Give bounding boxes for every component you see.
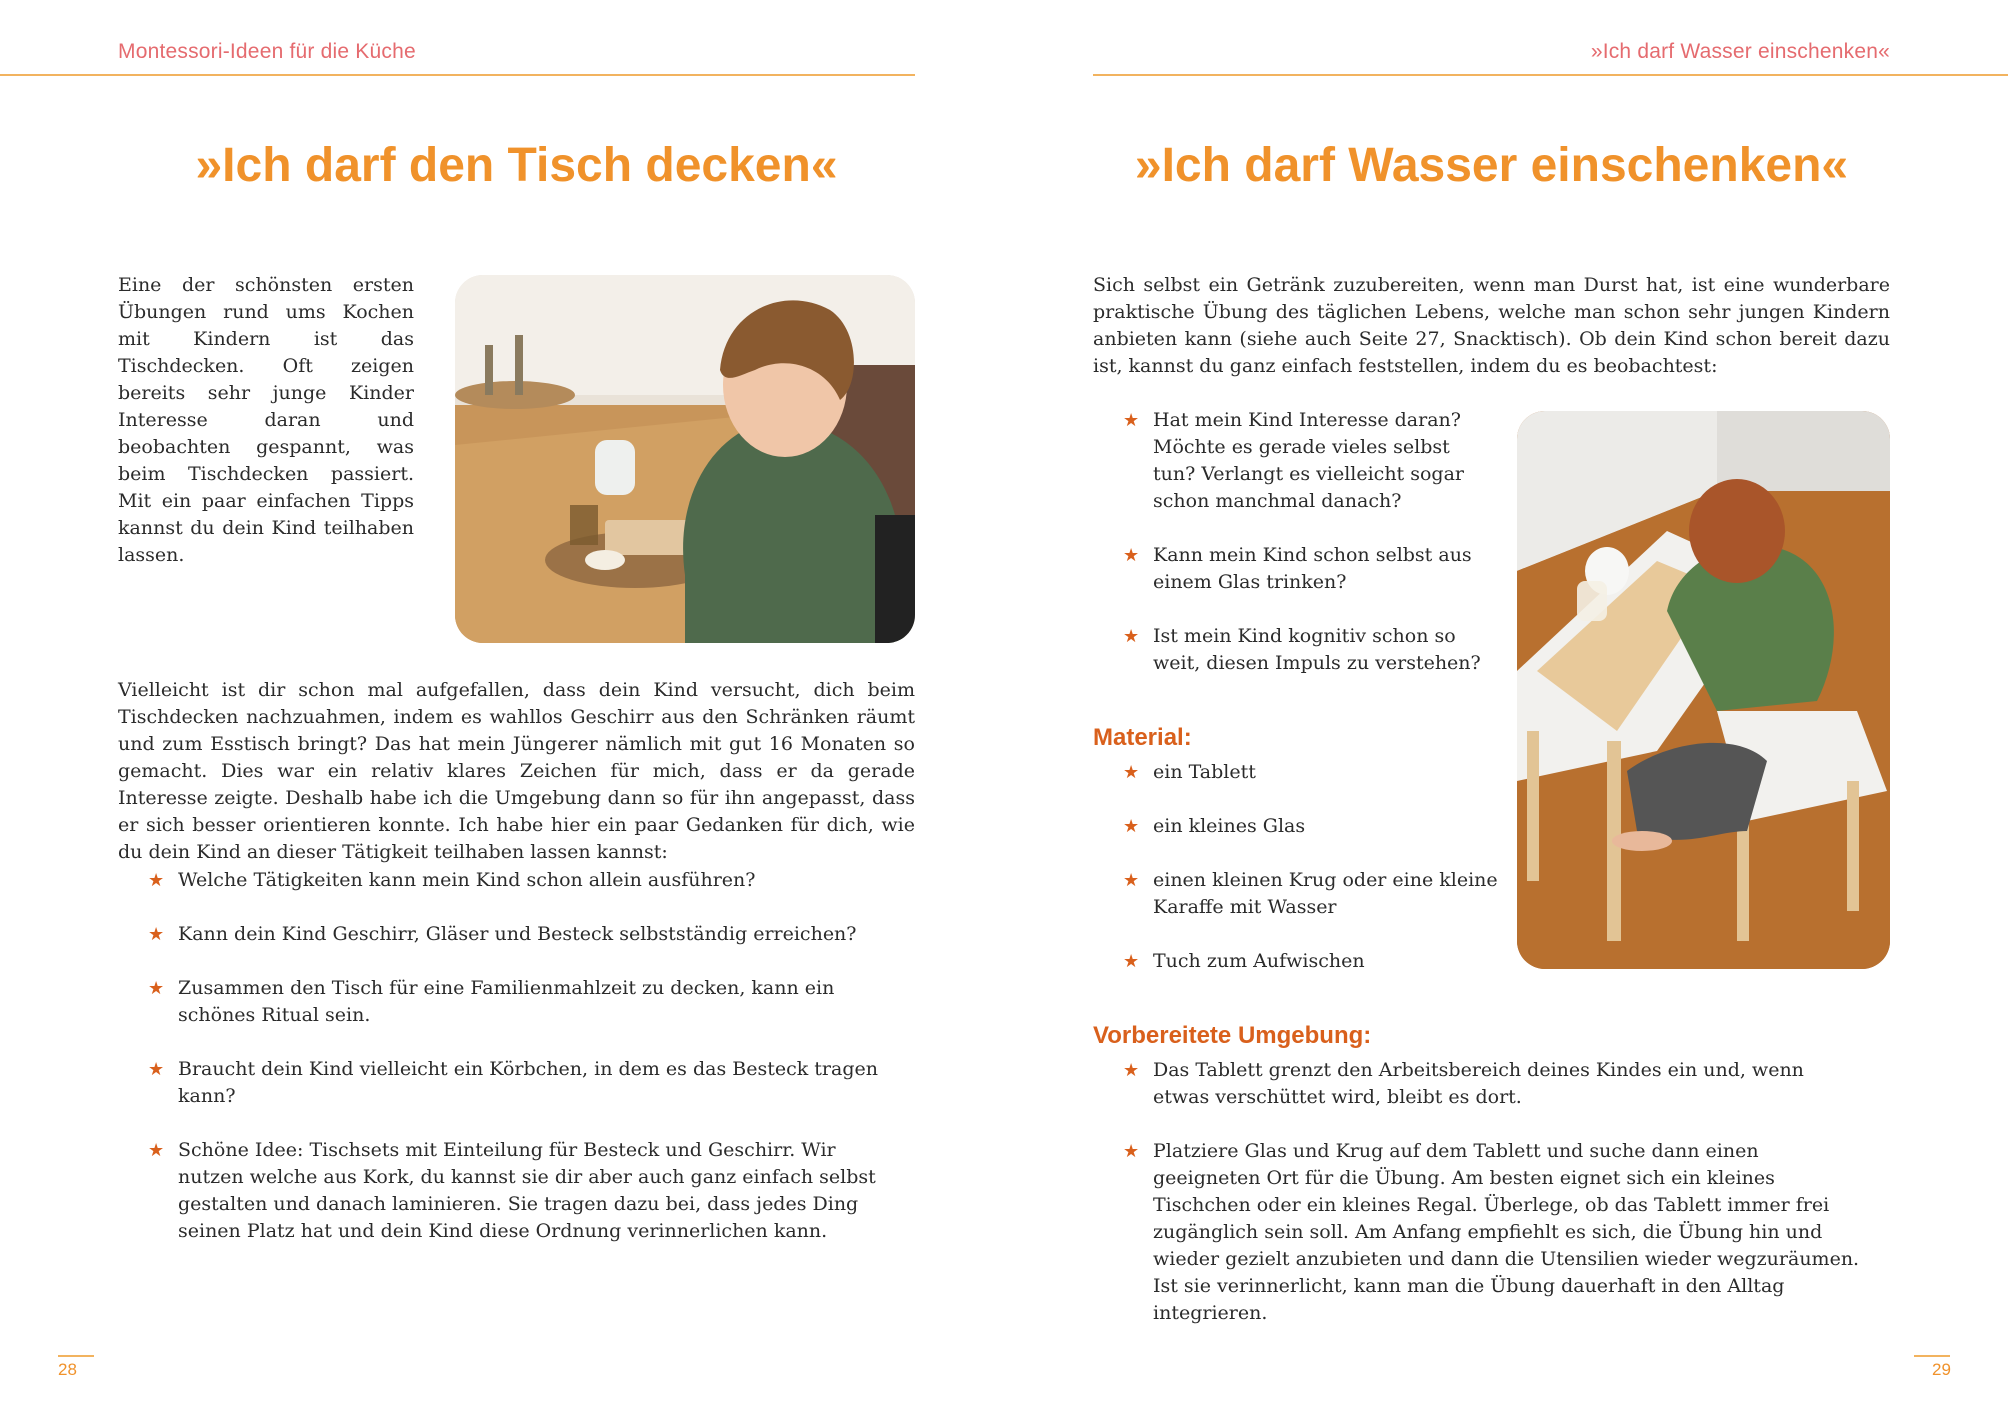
star-icon: ★ [148, 924, 165, 945]
header-rule-right [1093, 74, 2008, 76]
list-item: ★ Hat mein Kind Interesse daran? Möchte es gerade vieles selbst tun? Verlangt es vielleicht sogar schon manchmal danach? [1123, 409, 1464, 512]
question-list [1123, 407, 1483, 704]
material-heading: Material: [1093, 724, 1192, 751]
star-icon: ★ [1123, 762, 1140, 783]
page-number-rule-left [58, 1355, 94, 1357]
list-item: ★ Welche Tätigkeiten kann mein Kind schon allein ausführen? [148, 867, 888, 894]
star-icon: ★ [148, 978, 165, 999]
intro-paragraph-right: Sich selbst ein Getränk zuzubereiten, wenn man Durst hat, ist eine wunderbare praktische Übung des täglichen Lebens, welche man schon sehr jungen Kindern anbieten kann (siehe auch Seite 27, Snacktisch). Ob dein Kind schon bereit dazu ist, kannst du ganz einfach feststellen, indem du es beobachtest: [1093, 274, 1890, 377]
star-icon: ★ [148, 1140, 165, 1161]
list-item: ★ einen kleinen Krug oder eine kleine Karaffe mit Wasser [1123, 869, 1498, 918]
header-rule-left [0, 74, 915, 76]
star-icon: ★ [1123, 626, 1140, 647]
running-head-right: »Ich darf Wasser einschenken« [1590, 40, 1890, 63]
list-item: ★ Tuch zum Aufwischen [1123, 948, 1503, 975]
list-item: ★ Braucht dein Kind vielleicht ein Körbchen, in dem es das Besteck tragen kann? [148, 1058, 878, 1107]
list-item: ★ Kann dein Kind Geschirr, Gläser und Besteck selbstständig erreichen? [148, 921, 888, 948]
list-item: ★ ein Tablett [1123, 759, 1503, 786]
star-icon: ★ [1123, 1060, 1140, 1081]
star-icon: ★ [1123, 410, 1140, 431]
list-item: ★ Zusammen den Tisch für eine Familienmahlzeit zu decken, kann ein schönes Ritual sein. [148, 977, 835, 1026]
photo-child-pouring-water [1517, 411, 1890, 969]
list-item: ★ Das Tablett grenzt den Arbeitsbereich deines Kindes ein und, wenn etwas verschüttet wird, bleibt es dort. [1123, 1059, 1804, 1108]
page-number-rule-right [1914, 1355, 1950, 1357]
star-icon: ★ [1123, 951, 1140, 972]
page-number-right: 29 [1932, 1360, 1951, 1379]
list-item: ★ Schöne Idee: Tischsets mit Einteilung für Besteck und Geschirr. Wir nutzen welche aus Kork, du kannst sie dir aber auch ganz einfach selbst gestalten und danach laminieren. Sie tragen dazu bei, dass jedes Ding seinen Platz hat und dein Kind diese Ordnung verinnerlichen kann. [148, 1139, 876, 1242]
star-icon: ★ [1123, 870, 1140, 891]
star-icon: ★ [1123, 1141, 1140, 1162]
page-title-right: »Ich darf Wasser einschenken« [1134, 139, 1849, 192]
environment-heading: Vorbereitete Umgebung: [1093, 1022, 1372, 1049]
list-item: ★ ein kleines Glas [1123, 813, 1503, 840]
list-item: ★ Kann mein Kind schon selbst aus einem Glas trinken? [1123, 544, 1472, 593]
material-list [1123, 759, 1503, 1002]
bullet-list-left [148, 867, 888, 1272]
running-head-left: Montessori-Ideen für die Küche [118, 40, 416, 63]
paragraph-left: Vielleicht ist dir schon mal aufgefallen, dass dein Kind versucht, dich beim Tischdecken nachzuahmen, indem es wahllos Geschirr aus den Schränken räumt und zum Esstisch bringt? Das hat mein Jüngerer nämlich mit gut 16 Monaten so gemacht. Dies war ein relativ klares Zeichen für mich, dass er da gerade Interesse zeigte. Deshalb habe ich die Umgebung dann so für ihn angepasst, dass er sich besser orientieren konnte. Ich habe hier ein paar Gedanken für dich, wie du dein Kind an dieser Tätigkeit teilhaben lassen kannst: [118, 679, 915, 863]
page-number-left: 28 [58, 1360, 77, 1379]
page-title-left: »Ich darf den Tisch decken« [195, 139, 838, 192]
star-icon: ★ [148, 870, 165, 891]
star-icon: ★ [1123, 545, 1140, 566]
star-icon: ★ [1123, 816, 1140, 837]
environment-list [1123, 1057, 1863, 1354]
list-item: ★ Platziere Glas und Krug auf dem Tablett und suche dann einen geeigneten Ort für die Übung. Am besten eignet sich ein kleines Tischchen oder ein kleines Regal. Überlege, ob das Tablett immer frei zugänglich sein soll. Am Anfang empfiehlt es sich, die Übung hin und wieder gezielt anzubieten und dann die Utensilien wieder wegzuräumen. Ist sie verinnerlicht, kann man die Übung dauerhaft in den Alltag integrieren. [1123, 1140, 1860, 1324]
photo-child-at-table [455, 275, 915, 643]
star-icon: ★ [148, 1059, 165, 1080]
list-item: ★ Ist mein Kind kognitiv schon so weit, diesen Impuls zu verstehen? [1123, 625, 1481, 674]
intro-paragraph-left: Eine der schönsten ersten Übungen rund ums Kochen mit Kindern ist das Tischdecken. Oft zeigen bereits sehr junge Kinder Interesse daran und beobachten gespannt, was beim Tischdecken passiert. Mit ein paar einfachen Tipps kannst du dein Kind teilhaben lassen. [118, 274, 414, 566]
